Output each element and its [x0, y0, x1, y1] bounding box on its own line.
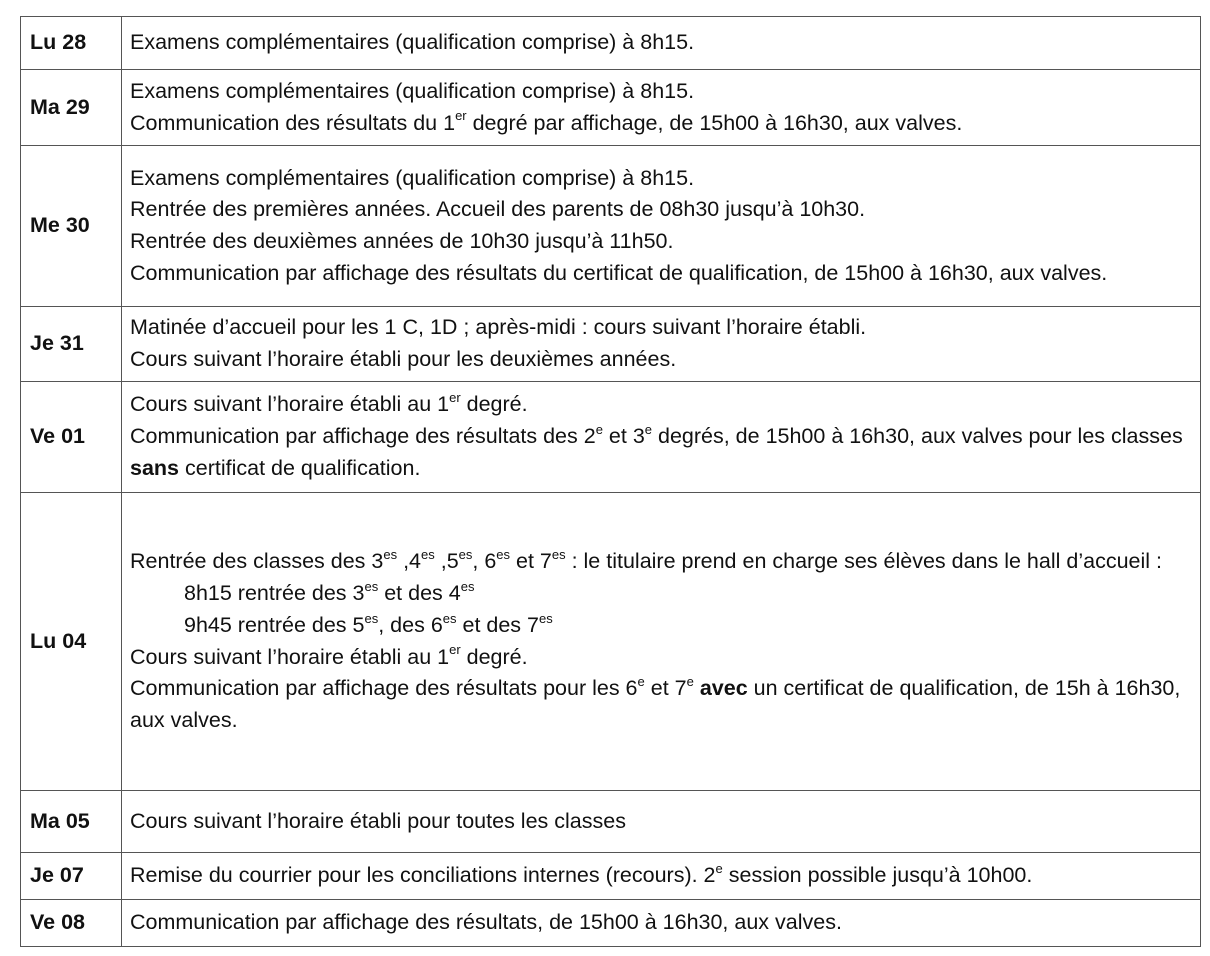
text-line [130, 673, 1194, 736]
text-fragment: , des 6 [378, 612, 443, 637]
text-fragment: Communication par affichage des résultats des 2 [130, 424, 596, 449]
text-line [130, 421, 1194, 484]
text-fragment: , 6 [472, 549, 497, 574]
day-cell: Lu 04 [21, 493, 122, 791]
table-row [21, 382, 1201, 493]
day-cell: Je 31 [21, 307, 122, 382]
text-fragment: et des 4 [378, 581, 461, 606]
day-cell: Lu 28 [21, 17, 122, 70]
superscript: es [496, 547, 511, 563]
table-row [21, 17, 1201, 70]
superscript: es [539, 610, 553, 626]
emphasis: sans [130, 455, 180, 480]
text-fragment: certificat de qualification. [179, 455, 421, 480]
table-row [21, 146, 1201, 307]
table-row [21, 307, 1201, 382]
text-line: Cours suivant l’horaire établi pour toutes les classes [130, 808, 626, 833]
text-fragment: Cours suivant l’horaire établi au 1 [130, 644, 450, 669]
description-cell [122, 70, 1201, 146]
text-fragment: et 7 [644, 676, 687, 701]
text-line: Cours suivant l’horaire établi pour les deuxièmes années. [130, 347, 677, 371]
text-fragment: Rentrée des classes des 3 [130, 549, 384, 574]
superscript: es [442, 610, 457, 626]
text-fragment: degré. [460, 644, 528, 669]
description-cell [122, 900, 1201, 947]
description-cell [122, 307, 1201, 382]
table-row [21, 493, 1201, 791]
day-cell: Ve 01 [21, 382, 122, 493]
description-cell [122, 146, 1201, 307]
text-fragment: degrés, de 15h00 à 16h30, aux valves pour les classes [652, 424, 1183, 449]
text-line [130, 546, 1194, 578]
superscript: e [644, 421, 653, 437]
text-fragment: : le titulaire prend en charge ses élèves dans le hall d’accueil : [565, 549, 1162, 574]
superscript: e [637, 674, 645, 690]
superscript: es [364, 578, 379, 594]
superscript: es [383, 547, 398, 563]
description-cell [122, 791, 1201, 853]
text-line [130, 389, 1194, 421]
superscript: es [551, 547, 566, 563]
text-fragment: Remise du courrier pour les conciliations internes (recours). 2 [130, 863, 716, 888]
superscript: es [421, 547, 435, 563]
text-fragment: un certificat de qualification, de 15h à 16h30, aux valves. [130, 676, 1181, 732]
text-line: Rentrée des deuxièmes années de 10h30 jusqu’à 11h50. [130, 229, 674, 253]
superscript: er [455, 108, 467, 124]
description-cell [122, 493, 1201, 791]
day-cell: Je 07 [21, 853, 122, 900]
text-line [130, 642, 1194, 674]
table-row [21, 791, 1201, 853]
superscript: es [364, 610, 379, 626]
text-line [130, 578, 1194, 610]
text-line [130, 108, 1194, 140]
text-line: Examens complémentaires (qualification comprise) à 8h15. [130, 165, 695, 190]
text-line: Examens complémentaires (qualification comprise) à 8h15. [130, 78, 695, 103]
table-row [21, 900, 1201, 947]
superscript: er [449, 390, 461, 406]
table-row [21, 70, 1201, 146]
superscript: es [460, 578, 475, 594]
text-line: Examens complémentaires (qualification comprise) à 8h15. [130, 30, 695, 55]
description-cell [122, 382, 1201, 493]
text-fragment: 8h15 rentrée des 3 [184, 581, 365, 606]
text-line: Communication par affichage des résultats du certificat de qualification, de 15h00 à 16h30, aux valves. [130, 260, 1108, 285]
text-fragment: Communication des résultats du 1 [130, 110, 456, 135]
superscript: e [595, 421, 603, 437]
text-fragment: session possible jusqu’à 10h00. [722, 863, 1033, 888]
text-line: Matinée d’accueil pour les 1 C, 1D ; après-midi : cours suivant l’horaire établi. [130, 315, 867, 340]
day-cell: Me 30 [21, 146, 122, 307]
emphasis: avec [699, 676, 748, 701]
text-fragment: et des 7 [456, 612, 539, 637]
text-fragment: ,4 [397, 549, 422, 574]
text-fragment: degré. [460, 392, 528, 417]
description-cell [122, 853, 1201, 900]
text-fragment: et 3 [602, 424, 645, 449]
superscript: e [715, 860, 723, 876]
day-cell: Ma 05 [21, 791, 122, 853]
schedule-table [20, 16, 1201, 947]
text-line: Communication par affichage des résultats, de 15h00 à 16h30, aux valves. [130, 910, 842, 935]
text-line: Rentrée des premières années. Accueil des parents de 08h30 jusqu’à 10h30. [130, 197, 866, 222]
text-fragment: et 7 [510, 549, 552, 574]
superscript: er [449, 642, 461, 658]
table-row [21, 853, 1201, 900]
text-fragment: ,5 [434, 549, 459, 574]
text-fragment: degré par affichage, de 15h00 à 16h30, aux valves. [466, 110, 963, 135]
superscript: es [458, 547, 473, 563]
text-line [130, 610, 1194, 642]
text-fragment: Communication par affichage des résultats pour les 6 [130, 676, 638, 701]
superscript: e [686, 674, 694, 690]
day-cell: Ma 29 [21, 70, 122, 146]
day-cell: Ve 08 [21, 900, 122, 947]
text-fragment: Cours suivant l’horaire établi au 1 [130, 392, 450, 417]
text-fragment: 9h45 rentrée des 5 [184, 612, 365, 637]
description-cell [122, 17, 1201, 70]
text-line [130, 860, 1194, 892]
